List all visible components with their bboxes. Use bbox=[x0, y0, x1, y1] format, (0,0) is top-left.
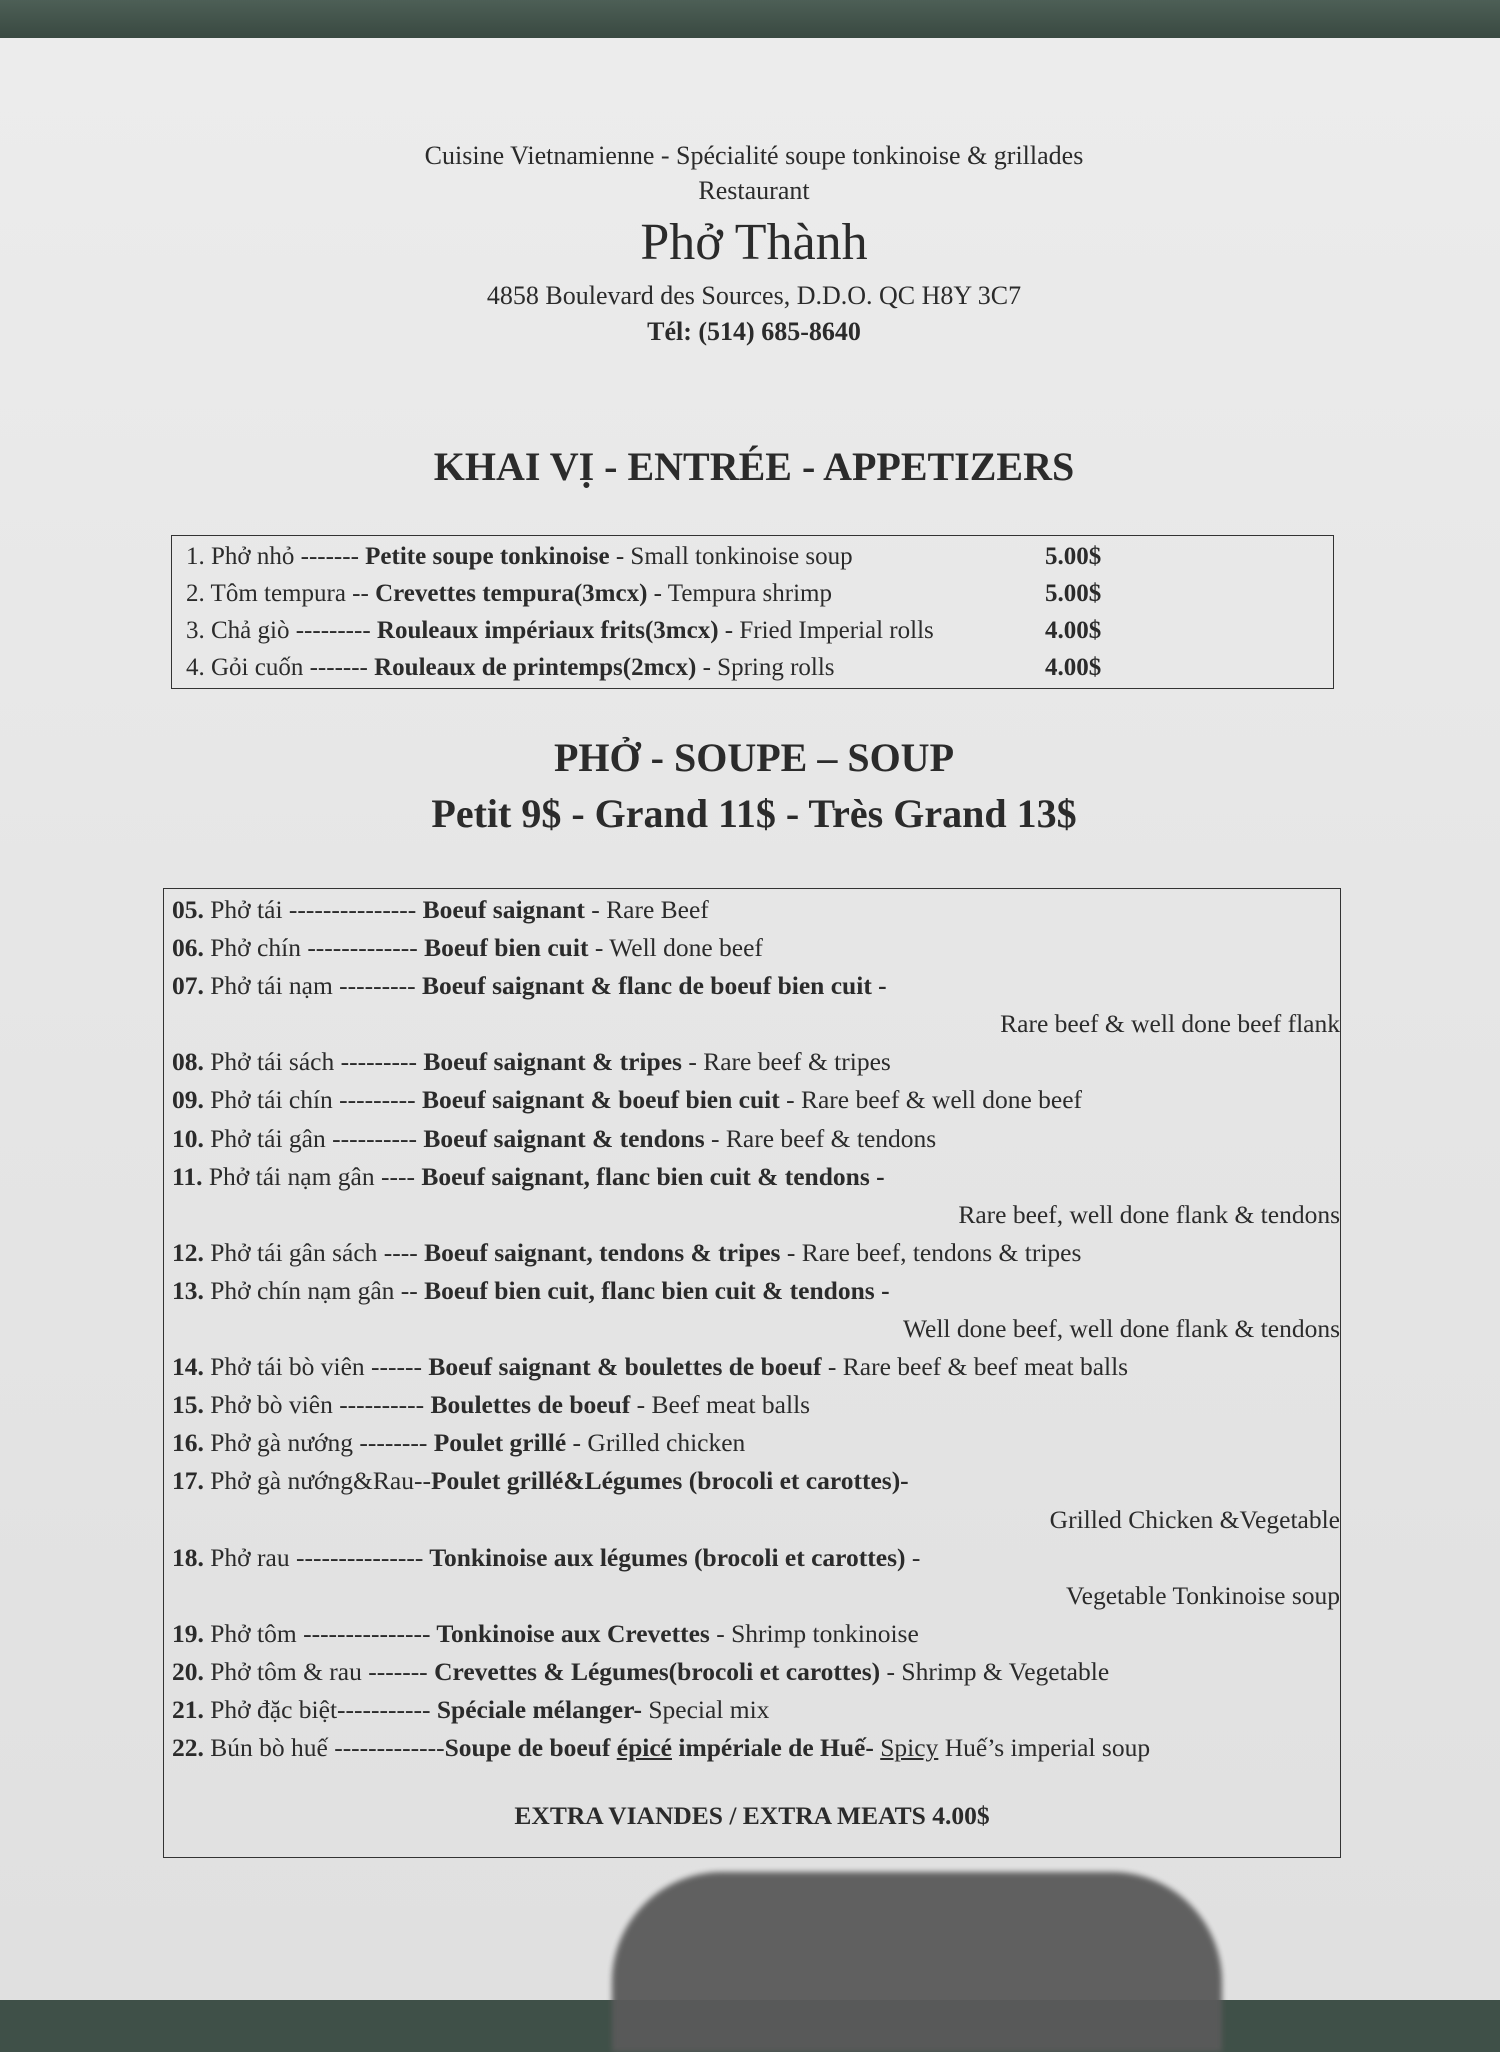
list-item bbox=[164, 891, 1340, 929]
item-number: 08. bbox=[172, 1047, 204, 1077]
item-vietnamese: Phở gà nướng&Rau-- bbox=[203, 1466, 431, 1496]
item-english: - Rare beef & well done beef bbox=[779, 1085, 1083, 1115]
item-french: Boulettes de boeuf bbox=[424, 1390, 631, 1420]
list-item bbox=[164, 1691, 1340, 1729]
item-vietnamese: 2. Tôm tempura -- bbox=[186, 580, 369, 607]
extra-meats-note: EXTRA VIANDES / EXTRA MEATS 4.00$ bbox=[514, 1801, 990, 1830]
item-english: - Tempura shrimp bbox=[647, 580, 832, 607]
item-price: 5.00$ bbox=[1045, 580, 1102, 607]
item-french: Boeuf bien cuit bbox=[417, 933, 589, 963]
item-vietnamese: 3. Chả giò --------- bbox=[186, 617, 371, 644]
item-vietnamese: Phở tôm & rau ------- bbox=[203, 1656, 428, 1686]
soup-sizes: Petit 9$ - Grand 11$ - Très Grand 13$ bbox=[431, 791, 1077, 836]
item-english: Special mix bbox=[641, 1694, 770, 1724]
restaurant-phone: Tél: (514) 685-8640 bbox=[647, 317, 861, 346]
item-english-underlined: Spicy bbox=[880, 1733, 939, 1763]
item-english: - Rare Beef bbox=[584, 895, 709, 924]
item-vietnamese: Phở tôm --------------- bbox=[203, 1618, 431, 1648]
soup-title: PHỞ - SOUPE – SOUP bbox=[553, 735, 955, 780]
item-english-continued: Vegetable Tonkinoise soup bbox=[1066, 1580, 1340, 1610]
item-price: 4.00$ bbox=[1045, 617, 1102, 644]
item-price: 4.00$ bbox=[1045, 654, 1102, 681]
item-number: 13. bbox=[172, 1275, 204, 1305]
item-french: Spéciale mélanger- bbox=[430, 1694, 642, 1724]
item-english: - Rare beef, tendons & tripes bbox=[780, 1237, 1082, 1267]
item-vietnamese: Phở gà nướng -------- bbox=[203, 1428, 428, 1458]
item-number: 12. bbox=[172, 1237, 204, 1267]
item-english: - Well done beef bbox=[588, 933, 763, 963]
item-number: 21. bbox=[172, 1694, 204, 1724]
item-vietnamese: Bún bò huế ------------- bbox=[203, 1733, 445, 1763]
soup-list bbox=[163, 888, 1341, 1858]
item-french: impériale de Huế- bbox=[672, 1733, 874, 1763]
appetizers-list bbox=[171, 535, 1334, 689]
item-french: Boeuf saignant & boeuf bien cuit bbox=[415, 1085, 780, 1115]
item-vietnamese: Phở tái sách --------- bbox=[203, 1047, 418, 1077]
item-french: Boeuf saignant & flanc de boeuf bien cuit - bbox=[415, 971, 887, 1001]
list-item bbox=[172, 649, 1333, 686]
item-french: Tonkinoise aux Crevettes bbox=[430, 1618, 710, 1648]
item-number: 11. bbox=[172, 1161, 203, 1191]
item-number: 14. bbox=[172, 1352, 204, 1382]
item-number: 16. bbox=[172, 1428, 204, 1458]
item-english: - Rare beef & beef meat balls bbox=[821, 1352, 1129, 1382]
list-item bbox=[164, 1081, 1340, 1119]
restaurant-label: Restaurant bbox=[698, 176, 810, 205]
item-english: - Beef meat balls bbox=[630, 1390, 811, 1420]
list-item bbox=[164, 1539, 1340, 1577]
item-english-continued: Well done beef, well done flank & tendons bbox=[903, 1314, 1340, 1344]
list-item bbox=[164, 1234, 1340, 1272]
item-english: - Grilled chicken bbox=[566, 1428, 746, 1458]
item-number: 17. bbox=[172, 1466, 204, 1496]
list-item bbox=[164, 1348, 1340, 1386]
item-number: 22. bbox=[172, 1733, 204, 1763]
appetizers-title: KHAI VỊ - ENTRÉE - APPETIZERS bbox=[433, 444, 1075, 489]
item-french: Boeuf saignant, tendons & tripes bbox=[417, 1237, 781, 1267]
item-french: Petite soupe tonkinoise bbox=[358, 543, 616, 570]
item-french: Rouleaux de printemps(2mcx) bbox=[367, 654, 697, 681]
tagline: Cuisine Vietnamienne - Spécialité soupe tonkinoise & grillades bbox=[424, 141, 1084, 170]
item-vietnamese: Phở chín ------------- bbox=[203, 933, 418, 963]
item-english: - Shrimp tonkinoise bbox=[709, 1618, 919, 1648]
item-english: - Fried Imperial rolls bbox=[718, 617, 934, 644]
item-english: - Rare beef & tendons bbox=[704, 1123, 937, 1153]
item-english: - Shrimp & Vegetable bbox=[880, 1656, 1110, 1686]
item-number: 19. bbox=[172, 1618, 204, 1648]
item-number: 20. bbox=[172, 1656, 204, 1686]
item-french: Boeuf bien cuit, flanc bien cuit & tendons - bbox=[417, 1275, 890, 1305]
list-item bbox=[164, 1043, 1340, 1081]
item-vietnamese: Phở chín nạm gân -- bbox=[203, 1275, 418, 1305]
list-item bbox=[164, 1386, 1340, 1424]
item-vietnamese: Phở tái bò viên ------ bbox=[203, 1352, 423, 1382]
item-english: - bbox=[911, 1542, 921, 1572]
item-french: Poulet grillé&Légumes (brocoli et carottes)- bbox=[430, 1466, 909, 1496]
phone-shadow bbox=[612, 1872, 1222, 2052]
list-item bbox=[164, 967, 1340, 1005]
item-english: - Small tonkinoise soup bbox=[615, 543, 853, 570]
item-english: - Rare beef & tripes bbox=[681, 1047, 891, 1077]
item-number: 05. bbox=[172, 895, 204, 924]
item-french: Rouleaux impériaux frits(3mcx) bbox=[370, 617, 719, 644]
item-vietnamese: Phở tái gân sách ---- bbox=[203, 1237, 418, 1267]
item-french-underlined: épicé bbox=[616, 1733, 672, 1763]
item-number: 07. bbox=[172, 971, 204, 1001]
list-item bbox=[164, 1653, 1340, 1691]
item-english-continued: Grilled Chicken &Vegetable bbox=[1049, 1504, 1340, 1534]
list-item bbox=[164, 929, 1340, 967]
item-vietnamese: Phở tái chín --------- bbox=[203, 1085, 416, 1115]
item-vietnamese: Phở rau --------------- bbox=[203, 1542, 424, 1572]
item-vietnamese: Phở tái nạm --------- bbox=[203, 971, 416, 1001]
list-item bbox=[164, 1424, 1340, 1462]
restaurant-address: 4858 Boulevard des Sources, D.D.O. QC H8Y 3C7 bbox=[486, 281, 1022, 310]
restaurant-header bbox=[0, 138, 1500, 350]
list-item bbox=[172, 538, 1333, 575]
item-vietnamese: Phở tái nạm gân ---- bbox=[202, 1161, 415, 1191]
list-item bbox=[164, 1120, 1340, 1158]
list-item bbox=[164, 1729, 1340, 1767]
item-vietnamese: 1. Phở nhỏ ------- bbox=[186, 543, 359, 570]
item-number: 18. bbox=[172, 1542, 204, 1572]
item-number: 09. bbox=[172, 1085, 204, 1115]
item-french: Poulet grillé bbox=[427, 1428, 567, 1458]
item-number: 06. bbox=[172, 933, 204, 963]
list-item bbox=[164, 1158, 1340, 1196]
list-item bbox=[164, 1272, 1340, 1310]
item-vietnamese: Phở tái gân ---------- bbox=[203, 1123, 418, 1153]
restaurant-name: Phở Thành bbox=[640, 214, 868, 271]
item-french: Soupe de boeuf bbox=[444, 1733, 617, 1763]
item-english-continued: Rare beef & well done beef flank bbox=[1000, 1009, 1340, 1039]
item-french: Boeuf saignant, flanc bien cuit & tendons - bbox=[414, 1161, 885, 1191]
item-french: Boeuf saignant & tripes bbox=[417, 1047, 682, 1077]
item-number: 15. bbox=[172, 1390, 204, 1420]
item-number: 10. bbox=[172, 1123, 204, 1153]
item-price: 5.00$ bbox=[1045, 543, 1102, 570]
item-english-continued: Rare beef, well done flank & tendons bbox=[958, 1199, 1340, 1229]
item-french: Crevettes & Légumes(brocoli et carottes) bbox=[427, 1656, 881, 1686]
list-item bbox=[164, 1615, 1340, 1653]
item-vietnamese: 4. Gỏi cuốn ------- bbox=[186, 654, 368, 681]
item-french: Boeuf saignant & tendons bbox=[417, 1123, 705, 1153]
item-french: Boeuf saignant & boulettes de boeuf bbox=[422, 1352, 822, 1382]
item-vietnamese: Phở tái --------------- bbox=[203, 895, 417, 924]
list-item bbox=[172, 575, 1333, 612]
list-item bbox=[164, 1462, 1340, 1500]
item-french: Boeuf saignant bbox=[416, 895, 585, 924]
item-vietnamese: Phở đặc biệt----------- bbox=[203, 1694, 431, 1724]
item-french: Crevettes tempura(3mcx) bbox=[368, 580, 648, 607]
item-english: Huế’s imperial soup bbox=[938, 1733, 1151, 1763]
item-english: - Spring rolls bbox=[696, 654, 835, 681]
item-vietnamese: Phở bò viên ---------- bbox=[203, 1390, 425, 1420]
item-french: Tonkinoise aux légumes (brocoli et carottes) bbox=[423, 1542, 912, 1572]
list-item bbox=[172, 612, 1333, 649]
